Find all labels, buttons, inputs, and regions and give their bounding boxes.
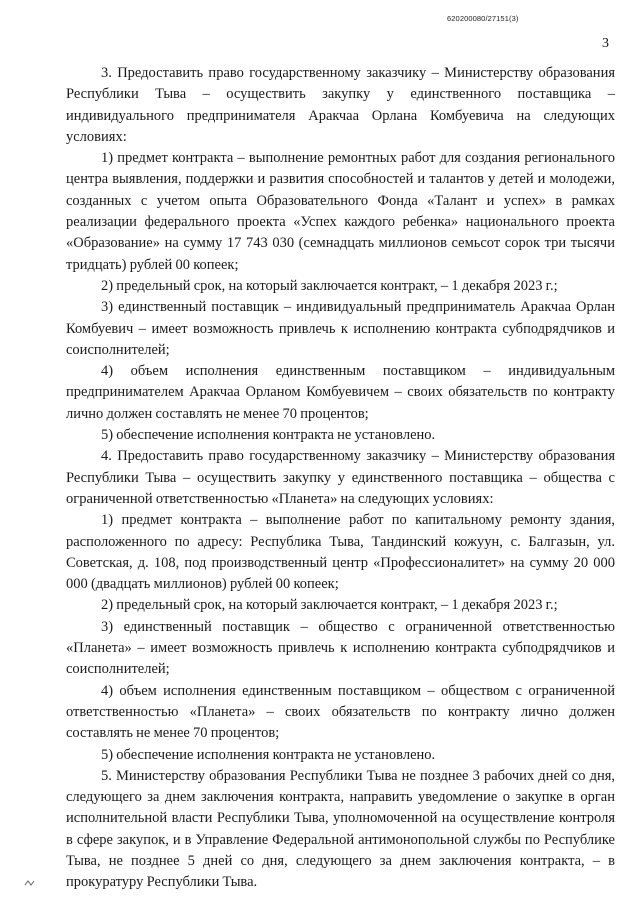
paragraph-item-4: 4. Предоставить право государственному заказчику – Министерству образования Республики Тыва – осуществить закупку у единственного поставщика – общества с ограниченной ответственностью «Планета» на следующих условиях: [66,448,615,507]
paragraph-item-3-3: 3) единственный поставщик – индивидуальный предприниматель Аракчаа Орлан Комбуевич – имеет возможность привлечь к исполнению контракта субподрядчиков и соисполнителей; [66,299,615,358]
paragraph-item-4-2: 2) предельный срок, на который заключается контракт, – 1 декабря 2023 г.; [101,597,558,614]
paragraph-item-3: 3. Предоставить право государственному заказчику – Министерству образования Республики Тыва – осуществить закупку у единственного поставщика – индивидуального предпринимателя Аракчаа Орлана Комбуевича на следующих условиях: [66,65,615,145]
paragraph-item-4-1: 1) предмет контракта – выполнение работ по капитальному ремонту здания, расположенного по адресу: Республика Тыва, Тандинский кожуун, с. Балгазын, ул. Советская, д. 108, под производственный центр «Профессионалитет» на сумму 20 000 000 (двадцать миллионов) рублей 00 копеек; [66,512,615,593]
page-number: 3 [602,36,609,51]
paragraph-item-4-3: 3) единственный поставщик – общество с ограниченной ответственностью «Планета» – имеет возможность привлечь к исполнению контракта субподрядчиков и соисполнителей; [66,618,615,678]
paragraph-item-5: 5. Министерству образования Республики Тыва не позднее 3 рабочих дней со дня, следующего за днем заключения контракта, направить уведомление о закупке в орган исполнительной власти Республики Тыва, уполномоченной на осуществление контроля в сфере закупок, и в Управление Федеральной антимонопольной службы по Республике Тыва, не позднее 5 дней со дня, следующего за днем заключения контракта, – в прокуратуру Республики Тыва. [66,767,615,891]
paragraph-item-3-2: 2) предельный срок, на который заключается контракт, – 1 декабря 2023 г.; [101,277,558,294]
paragraph-item-3-5: 5) обеспечение исполнения контракта не установлено. [101,427,436,444]
document-code: 620200080/27151(3) [447,14,519,23]
paragraph-item-3-1: 1) предмет контракта – выполнение ремонтных работ для создания регионального центра выявления, поддержки и развития способностей и талантов у детей и молодежи, созданных с учетом опыта Образовательного Фонда «Талант и успех» в рамках реализации федерального проекта «Успех каждого ребенка» национального проекта «Образование» на сумму 17 743 030 (семнадцать миллионов семьсот сорок три тысячи тридцать) рублей 00 копеек; [66,150,615,273]
scan-mark-icon [24,879,36,887]
document-body [66,63,615,894]
paragraph-item-4-5: 5) обеспечение исполнения контракта не установлено. [101,746,436,763]
paragraph-item-4-4: 4) объем исполнения единственным поставщиком – обществом с ограниченной ответственностью «Планета» – своих обязательств по контракту лично должен составлять не менее 70 процентов; [66,682,615,742]
paragraph-item-3-4: 4) объем исполнения единственным поставщиком – индивидуальным предпринимателем Аракчаа Орланом Комбуевичем – своих обязательств по контракту лично должен составлять не менее 70 процентов; [66,363,615,422]
